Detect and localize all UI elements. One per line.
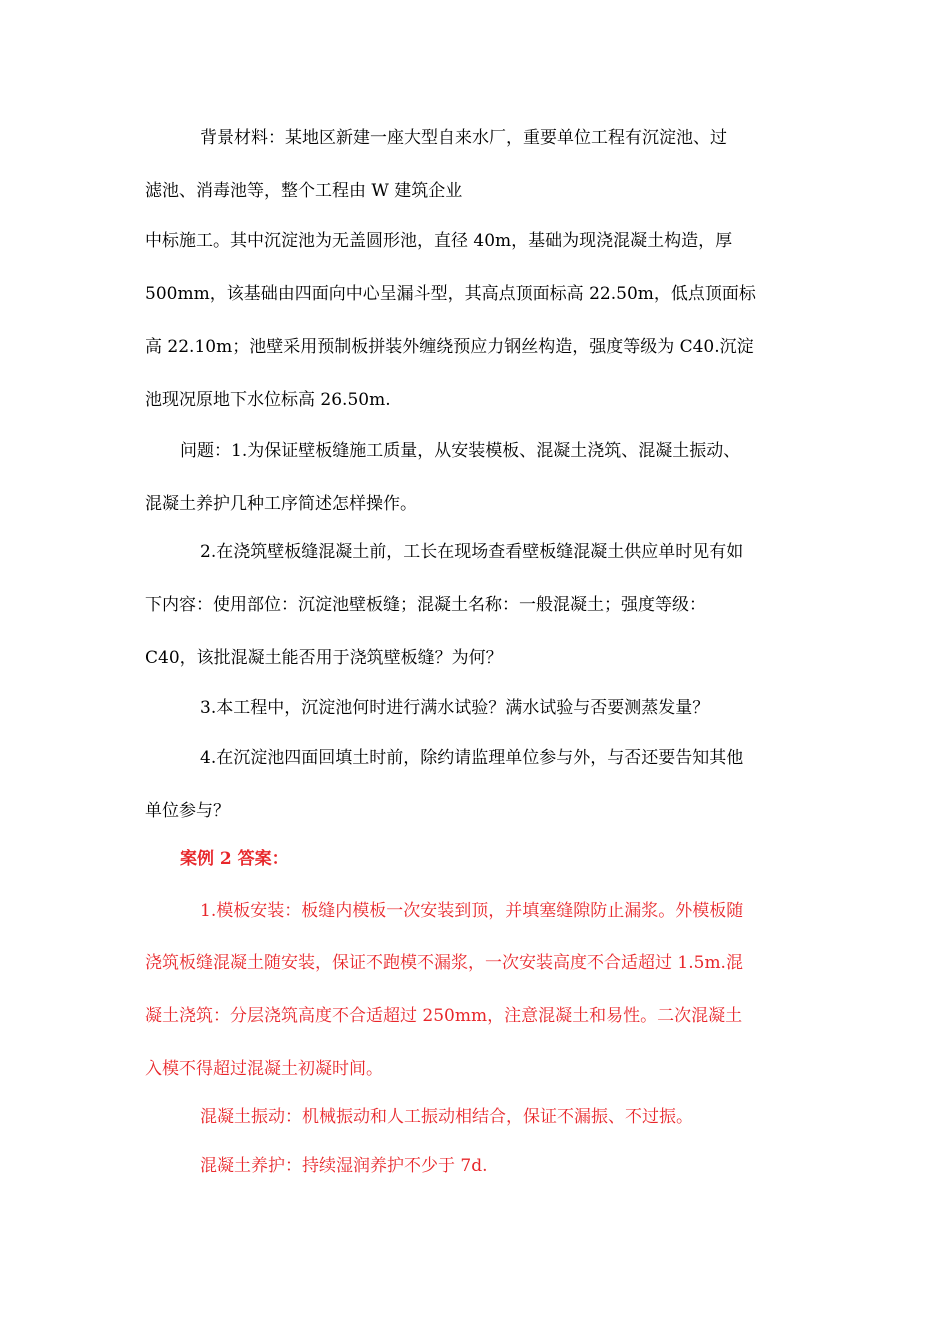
question-4-line-1: 4.在沉淀池四面回填土时前，除约请监理单位参与外，与否还要告知其他 [200, 748, 744, 768]
question-intro-line-2: 混凝土养护几种工序简述怎样操作。 [145, 494, 417, 514]
body-line-2: 滤池、消毒池等，整个工程由 W 建筑企业 [145, 181, 463, 201]
question-4-line-2: 单位参与？ [145, 801, 230, 821]
answer-line-1: 1.模板安装：板缝内模板一次安装到顶，并填塞缝隙防止漏浆。外模板随 [200, 901, 744, 921]
answer-line-4: 入模不得超过混凝土初凝时间。 [145, 1059, 383, 1079]
answer-line-3: 凝土浇筑：分层浇筑高度不合适超过 250mm，注意混凝土和易性。二次混凝土 [145, 1006, 743, 1026]
body-line-3: 中标施工。其中沉淀池为无盖圆形池，直径 40m，基础为现浇混凝土构造，厚 [145, 231, 733, 251]
question-2-line-2: 下内容：使用部位：沉淀池壁板缝；混凝土名称：一般混凝土；强度等级： [145, 595, 706, 615]
body-line-5: 高 22.10m；池壁采用预制板拼装外缠绕预应力钢丝构造，强度等级为 C40.沉淀 [145, 337, 754, 357]
body-line-4: 500mm，该基础由四面向中心呈漏斗型，其高点顶面标高 22.50m，低点顶面标 [145, 284, 756, 304]
question-intro-line-1: 问题：1.为保证壁板缝施工质量，从安装模板、混凝土浇筑、混凝土振动、 [180, 441, 741, 461]
body-line-1: 背景材料：某地区新建一座大型自来水厂，重要单位工程有沉淀池、过 [200, 128, 727, 148]
question-2-line-1: 2.在浇筑壁板缝混凝土前，工长在现场查看壁板缝混凝土供应单时见有如 [200, 542, 744, 562]
answer-curing: 混凝土养护：持续湿润养护不少于 7d. [200, 1156, 488, 1176]
answer-heading: 案例 2 答案： [180, 849, 289, 869]
body-line-6: 池现况原地下水位标高 26.50m. [145, 390, 391, 410]
question-3-line-1: 3.本工程中，沉淀池何时进行满水试验？满水试验与否要测蒸发量？ [200, 698, 710, 718]
answer-vibration: 混凝土振动：机械振动和人工振动相结合，保证不漏振、不过振。 [200, 1107, 693, 1127]
question-2-line-3: C40，该批混凝土能否用于浇筑壁板缝？为何？ [145, 648, 503, 668]
answer-line-2: 浇筑板缝混凝土随安装，保证不跑模不漏浆，一次安装高度不合适超过 1.5m.混 [145, 953, 743, 973]
